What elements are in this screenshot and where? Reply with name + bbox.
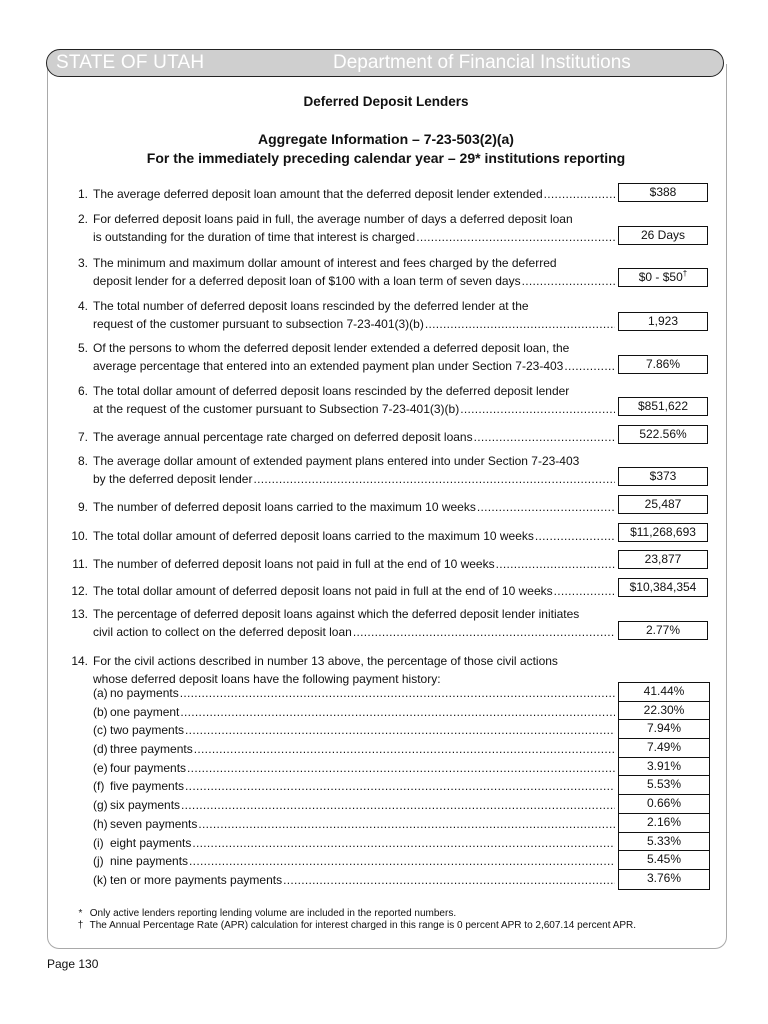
value-cell: 2.16% <box>619 814 709 833</box>
row-label: (h) <box>93 816 108 831</box>
row-text: two payments <box>110 723 185 738</box>
value-cell: 5.33% <box>619 833 709 852</box>
item-value-box: 26 Days <box>618 226 708 245</box>
item-text: is outstanding for the duration of time that interest is charged <box>93 230 416 244</box>
row-text: six payments <box>110 798 181 813</box>
row-label: (g) <box>93 798 108 813</box>
row-label: (d) <box>93 742 108 757</box>
value-text: $0 - $50 <box>638 270 683 284</box>
row-label: (b) <box>93 704 108 719</box>
item-text: by the deferred deposit lender <box>93 472 253 486</box>
item-text: average percentage that entered into an extended payment plan under Section 7-23-403 <box>93 359 564 373</box>
item-value-box: 522.56% <box>618 425 708 444</box>
item-value-box: 2.77% <box>618 621 708 640</box>
payment-history-values <box>618 682 710 890</box>
item-number: 9. <box>77 500 88 514</box>
row-text: ten or more payments payments <box>110 872 283 887</box>
value-cell: 41.44% <box>619 683 709 702</box>
item-text: The percentage of deferred deposit loans against which the deferred deposit lender initiates <box>93 607 580 621</box>
value-cell: 5.53% <box>619 776 709 795</box>
item-text: deposit lender for a deferred deposit loan of $100 with a loan term of seven days <box>93 274 521 288</box>
item-text: whose deferred deposit loans have the following payment history: <box>93 672 441 686</box>
row-text: no payments <box>110 686 179 700</box>
item-text: The average annual percentage rate charged on deferred deposit loans <box>93 430 473 444</box>
footnote-mark: * <box>78 908 83 919</box>
row-label: (f) <box>93 779 105 794</box>
item-number: 12. <box>71 584 88 598</box>
item-number: 3. <box>77 256 88 270</box>
row-text: three payments <box>110 742 193 757</box>
footnote-text: The Annual Percentage Rate (APR) calculation for interest charged in this range is 0 percent APR to 2,607.14 percent APR. <box>89 920 637 931</box>
footnote <box>74 908 456 920</box>
item-number: 5. <box>77 341 88 355</box>
row-text: five payments <box>110 779 185 794</box>
row-label: (e) <box>93 760 108 775</box>
item-number: 6. <box>77 384 88 398</box>
subtitle-aggregate: Aggregate Information – 7-23-503(2)(a) <box>258 131 514 147</box>
value-cell: 22.30% <box>619 702 709 721</box>
item-text: The total dollar amount of deferred deposit loans rescinded by the deferred deposit lender <box>93 384 570 398</box>
value-cell: 5.45% <box>619 851 709 870</box>
header-banner <box>46 49 724 77</box>
state-name: STATE OF UTAH <box>56 52 205 73</box>
item-text: The minimum and maximum dollar amount of interest and fees charged by the deferred <box>93 256 557 270</box>
item-value-box: $373 <box>618 467 708 486</box>
item-number: 13. <box>71 607 88 621</box>
item-value-box: 23,877 <box>618 550 708 569</box>
subtitle-year: For the immediately preceding calendar year – 29* institutions reporting <box>146 150 626 166</box>
department-name: Department of Financial Institutions <box>333 52 631 73</box>
row-text: seven payments <box>110 816 198 831</box>
item-value-box: $11,268,693 <box>618 523 708 542</box>
footnote <box>74 920 636 932</box>
row-text: nine payments <box>110 854 189 869</box>
item-value-box: 7.86% <box>618 355 708 374</box>
item-text: The total dollar amount of deferred deposit loans carried to the maximum 10 weeks <box>93 529 534 543</box>
item-text: The total number of deferred deposit loans rescinded by the deferred lender at the <box>93 299 529 313</box>
item-number: 4. <box>77 299 88 313</box>
row-label: (k) <box>93 872 107 887</box>
item-number: 8. <box>77 454 88 468</box>
footnote-mark: † <box>77 920 84 931</box>
item-number: 7. <box>77 430 88 444</box>
item-text: For the civil actions described in number 13 above, the percentage of those civil actions <box>93 654 558 668</box>
item-text: at the request of the customer pursuant to Subsection 7-23-401(3)(b) <box>93 402 460 416</box>
item-value-box: 1,923 <box>618 312 708 331</box>
page-number: Page 130 <box>47 957 99 971</box>
item-text: The average dollar amount of extended payment plans entered into under Section 7-23-403 <box>93 454 580 468</box>
item-value-box: $388 <box>618 183 708 202</box>
value-cell: 7.94% <box>619 720 709 739</box>
item-text: The total dollar amount of deferred deposit loans not paid in full at the end of 10 weeks <box>93 584 553 598</box>
row-label: (j) <box>93 854 104 869</box>
item-text: For deferred deposit loans paid in full, the average number of days a deferred deposit loan <box>93 212 573 226</box>
item-number: 1. <box>77 187 88 201</box>
row-label: (i) <box>93 835 104 850</box>
row-text: eight payments <box>110 835 192 850</box>
row-text: four payments <box>110 760 187 775</box>
item-number: 11. <box>72 557 88 571</box>
row-label: (c) <box>93 723 107 738</box>
value-cell: 3.91% <box>619 758 709 777</box>
item-text: request of the customer pursuant to subsection 7-23-401(3)(b) <box>93 317 424 331</box>
payment-history-list <box>93 684 615 889</box>
item-value-box: $851,622 <box>618 397 708 416</box>
item-text: Of the persons to whom the deferred deposit lender extended a deferred deposit loan, the <box>93 341 570 355</box>
item-value-box: 25,487 <box>618 495 708 514</box>
item-value-box: $10,384,354 <box>618 578 708 597</box>
page-title: Deferred Deposit Lenders <box>303 94 469 109</box>
value-cell: 3.76% <box>646 870 682 885</box>
footnote-text: Only active lenders reporting lending volume are included in the reported numbers. <box>89 908 457 919</box>
item-text: civil action to collect on the deferred deposit loan <box>93 625 352 639</box>
dagger-mark: † <box>682 269 688 278</box>
item-number: 14. <box>71 654 88 668</box>
value-cell: 7.49% <box>619 739 709 758</box>
row-label: (a) <box>93 686 108 700</box>
value-cell: 0.66% <box>619 795 709 814</box>
item-text: The number of deferred deposit loans not paid in full at the end of 10 weeks <box>93 557 495 571</box>
item-text: The number of deferred deposit loans carried to the maximum 10 weeks <box>93 500 476 514</box>
item-number: 2. <box>77 212 88 226</box>
item-value-box <box>618 268 708 287</box>
item-text: The average deferred deposit loan amount that the deferred deposit lender extended <box>93 187 543 201</box>
row-text: one payment <box>110 704 180 719</box>
item-number: 10. <box>71 529 88 543</box>
